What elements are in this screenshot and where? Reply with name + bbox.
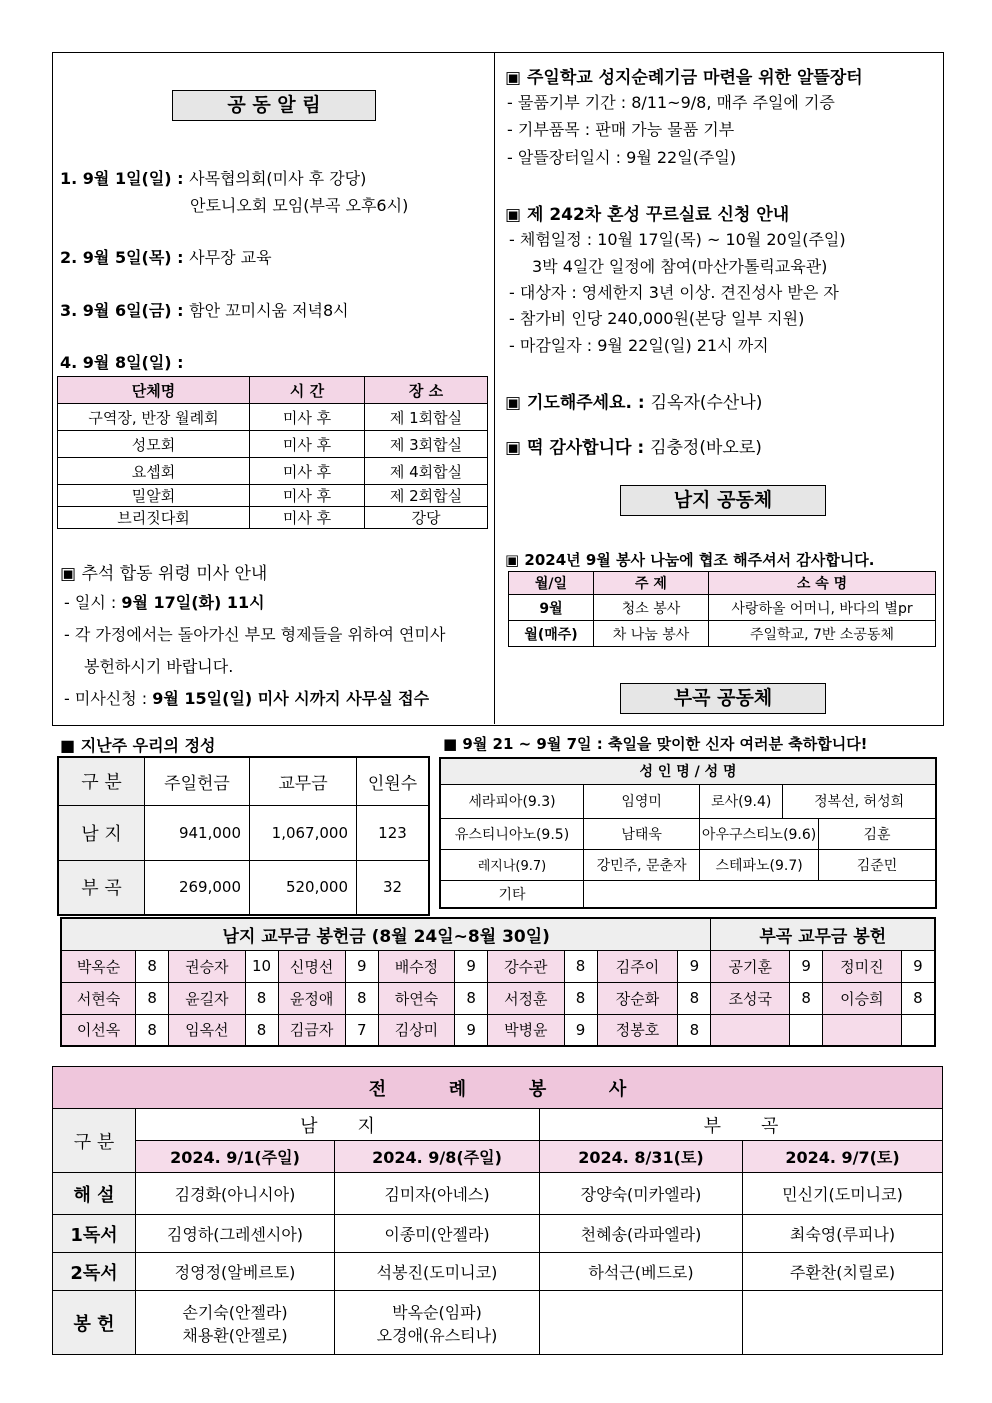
- feast-table: [439, 757, 937, 909]
- market-title: ▣ 주일학교 성지순례기금 마련을 위한 알뜰장터: [505, 68, 863, 88]
- schedule-cell: 미사 후: [250, 507, 365, 529]
- schedule-cell: 요셉회: [58, 458, 250, 485]
- dues-amount: 8: [136, 950, 169, 982]
- feast-person: 강민주, 문춘자: [584, 849, 700, 880]
- liturgy-offer-name: 채용환(안젤로): [182, 1325, 288, 1345]
- chuseok-line-2: - 각 가정에서는 돌아가신 부모 형제들을 위하여 연미사: [64, 625, 446, 644]
- liturgy-offer-cell: [136, 1291, 335, 1355]
- table-row: [53, 1291, 943, 1355]
- dues-amount: 9: [345, 950, 378, 982]
- table-row: [440, 849, 936, 880]
- pray-name: 김옥자(수산나): [650, 393, 763, 413]
- dues-namji-title: 남지 교무금 봉헌금 (8월 24일~8월 30일): [61, 918, 711, 950]
- dues-name: 공기훈: [711, 950, 790, 982]
- feast-saint: 스테파노(9.7): [700, 849, 819, 880]
- dues-name: 이선옥: [61, 1014, 136, 1046]
- schedule-header: 장 소: [365, 377, 488, 404]
- table-row: [58, 458, 488, 485]
- table-row: [53, 1253, 943, 1291]
- dues-name: [711, 1014, 790, 1046]
- schedule-cell: 제 3회합실: [365, 431, 488, 458]
- liturgy-cell: 민신기(도미니코): [743, 1173, 943, 1215]
- feast-person: 남태욱: [584, 818, 700, 849]
- schedule-table: [57, 376, 488, 529]
- feast-saint: 아우구스티노(9.6): [700, 818, 819, 849]
- dues-name: 윤정애: [278, 982, 345, 1014]
- service-cell: 사랑하올 어머니, 바다의 별pr: [709, 595, 936, 621]
- dues-amount: [790, 1014, 823, 1046]
- service-header-row: [509, 572, 936, 595]
- offering-header: 인원수: [357, 757, 430, 805]
- offering-header-row: [58, 757, 429, 805]
- liturgy-offer-cell: [335, 1291, 540, 1355]
- liturgy-cell: 김미자(아네스): [335, 1173, 540, 1215]
- item2-text: 사무장 교육: [189, 248, 272, 267]
- item1-text-b: 안토니오회 모임(부곡 오후6시): [190, 196, 409, 215]
- dues-name: 배수정: [378, 950, 454, 982]
- pray-label: ▣ 기도해주세요. :: [505, 393, 651, 413]
- table-row: [58, 404, 488, 431]
- chuseok-apply-label: - 미사신청 :: [64, 689, 153, 708]
- schedule-cell: 미사 후: [250, 458, 365, 485]
- dues-amount: 8: [790, 982, 823, 1014]
- table-row: [440, 784, 936, 818]
- dues-amount: 8: [564, 982, 597, 1014]
- offering-cell: 32: [357, 860, 430, 915]
- market-line-3: - 알뜰장터일시 : 9월 22일(주일): [507, 148, 737, 167]
- item1-text-a: 사목협의회(미사 후 강당): [189, 169, 367, 188]
- feast-saint: 유스티니아노(9.5): [440, 818, 584, 849]
- liturgy-cell: 정영정(알베르토): [136, 1253, 335, 1291]
- table-row: [58, 860, 429, 915]
- table-row: [61, 950, 935, 982]
- dues-amount: 8: [136, 982, 169, 1014]
- dues-name: 강수관: [488, 950, 564, 982]
- liturgy-date: 2024. 9/8(주일): [335, 1141, 540, 1173]
- feast-other-label: 기타: [440, 880, 584, 908]
- dues-name: 임옥선: [169, 1014, 245, 1046]
- offering-table: [57, 756, 430, 916]
- liturgy-cell: 이종미(안젤라): [335, 1215, 540, 1253]
- liturgy-cell: 장양숙(미카엘라): [540, 1173, 743, 1215]
- offering-header: 교무금: [250, 757, 357, 805]
- rice-line: [505, 433, 762, 458]
- dues-name: 김금자: [278, 1014, 345, 1046]
- feast-title: ■ 9월 21 ~ 9월 7일 : 축일을 맞이한 신자 여러분 축하합니다!: [443, 735, 868, 753]
- schedule-header-row: [58, 377, 488, 404]
- dues-name: 조성국: [711, 982, 790, 1014]
- notice-title: 공 동 알 림: [172, 90, 376, 121]
- liturgy-table: [52, 1066, 943, 1355]
- dues-amount: 9: [790, 950, 823, 982]
- table-row: [53, 1215, 943, 1253]
- table-row: [440, 818, 936, 849]
- schedule-cell: 브리짓다회: [58, 507, 250, 529]
- feast-saint: 로사(9.4): [700, 784, 783, 818]
- liturgy-cell: 천혜송(라파엘라): [540, 1215, 743, 1253]
- dues-name: 윤길자: [169, 982, 245, 1014]
- liturgy-bugok: 부 곡: [540, 1109, 943, 1141]
- cursillo-line-1: - 체험일정 : 10월 17일(목) ~ 10월 20일(주일): [509, 230, 846, 249]
- service-cell: 주일학교, 7반 소공동체: [709, 621, 936, 647]
- liturgy-offer-name: 박옥순(임파): [392, 1302, 482, 1322]
- dues-name: [823, 1014, 902, 1046]
- dues-amount: 8: [136, 1014, 169, 1046]
- service-cell: 월(매주): [509, 621, 594, 647]
- dues-table: [60, 917, 936, 1047]
- dues-name: 장순화: [597, 982, 678, 1014]
- item3-date: 3. 9월 6일(금) :: [60, 301, 190, 320]
- liturgy-cell: 최숙영(루피나): [743, 1215, 943, 1253]
- notice-item-2: [60, 245, 272, 268]
- dues-name: 권승자: [169, 950, 245, 982]
- offering-cell: 941,000: [145, 805, 250, 860]
- dues-name: 정미진: [823, 950, 902, 982]
- schedule-header: 단체명: [58, 377, 250, 404]
- service-cell: 청소 봉사: [594, 595, 709, 621]
- cursillo-line-4: - 참가비 인당 240,000원(본당 일부 지원): [509, 309, 805, 328]
- dues-name: 하연숙: [378, 982, 454, 1014]
- liturgy-offer-name: 오경애(유스티나): [376, 1325, 498, 1345]
- dues-amount: 9: [901, 950, 935, 982]
- notice-item-3: [60, 298, 349, 321]
- dues-amount: [901, 1014, 935, 1046]
- liturgy-offer-name: 손기숙(안젤라): [182, 1302, 288, 1322]
- feast-saint: 레지나(9.7): [440, 849, 584, 880]
- offering-row-label: 남 지: [58, 805, 145, 860]
- offering-header: 주일헌금: [145, 757, 250, 805]
- dues-name: 박옥순: [61, 950, 136, 982]
- market-line-1: - 물품기부 기간 : 8/11~9/8, 매주 주일에 기증: [507, 93, 835, 112]
- chuseok-line-3: 봉헌하시기 바랍니다.: [84, 657, 234, 676]
- item1-date: 1. 9월 1일(일) :: [60, 169, 190, 188]
- schedule-cell: 미사 후: [250, 485, 365, 507]
- schedule-cell: 제 2회합실: [365, 485, 488, 507]
- cursillo-line-2: 3박 4일간 일정에 참여(마산가톨릭교육관): [532, 257, 828, 276]
- feast-header: 성 인 명 / 성 명: [440, 758, 936, 784]
- liturgy-namji: 남 지: [136, 1109, 540, 1141]
- schedule-cell: 미사 후: [250, 431, 365, 458]
- dues-name: 신명선: [278, 950, 345, 982]
- column-divider: [494, 52, 495, 724]
- liturgy-group-row: [53, 1109, 943, 1141]
- pray-line: [505, 388, 762, 413]
- notice-item-4: 4. 9월 8일(일) :: [60, 353, 184, 372]
- bugok-community-title: 부곡 공동체: [620, 683, 826, 714]
- liturgy-cell: 하석근(베드로): [540, 1253, 743, 1291]
- feast-person: 정복선, 허성희: [783, 784, 936, 818]
- service-table: [508, 571, 936, 647]
- service-thanks-title: ▣ 2024년 9월 봉사 나눔에 협조 해주셔서 감사합니다.: [505, 551, 875, 569]
- liturgy-date: 2024. 8/31(토): [540, 1141, 743, 1173]
- schedule-cell: 구역장, 반장 월례회: [58, 404, 250, 431]
- service-header: 소 속 명: [709, 572, 936, 595]
- dues-name: 박병윤: [488, 1014, 564, 1046]
- rice-name: 김충정(바오로): [650, 438, 762, 458]
- dues-amount: 10: [245, 950, 278, 982]
- offering-cell: 123: [357, 805, 430, 860]
- table-row: [58, 485, 488, 507]
- table-row: [509, 621, 936, 647]
- service-header: 주 제: [594, 572, 709, 595]
- dues-name: 서현숙: [61, 982, 136, 1014]
- dues-amount: 7: [345, 1014, 378, 1046]
- liturgy-title-row: [53, 1067, 943, 1109]
- liturgy-role: 봉 헌: [53, 1291, 136, 1355]
- offering-cell: 1,067,000: [250, 805, 357, 860]
- feast-header-row: [440, 758, 936, 784]
- item2-date: 2. 9월 5일(목) :: [60, 248, 190, 267]
- schedule-cell: 제 4회합실: [365, 458, 488, 485]
- liturgy-date: 2024. 9/1(주일): [136, 1141, 335, 1173]
- liturgy-cell: 김경화(아니시아): [136, 1173, 335, 1215]
- cursillo-line-5: - 마감일자 : 9월 22일(일) 21시 까지: [509, 336, 769, 355]
- liturgy-cell: 김영하(그레센시아): [136, 1215, 335, 1253]
- dues-amount: 8: [564, 950, 597, 982]
- dues-amount: 8: [245, 982, 278, 1014]
- dues-amount: 9: [455, 950, 488, 982]
- dues-bugok-title: 부곡 교무금 봉헌: [711, 918, 935, 950]
- dues-name: 이승희: [823, 982, 902, 1014]
- namji-community-title: 남지 공동체: [620, 485, 826, 516]
- liturgy-cell: 주환찬(치릴로): [743, 1253, 943, 1291]
- table-row: [61, 1014, 935, 1046]
- table-row: [509, 595, 936, 621]
- feast-person: 임영미: [584, 784, 700, 818]
- liturgy-title: 전 례 봉 사: [53, 1067, 943, 1109]
- chuseok-apply: 9월 15일(일) 미사 시까지 사무실 접수: [152, 689, 430, 708]
- liturgy-role: 2독서: [53, 1253, 136, 1291]
- service-cell: 차 나눔 봉사: [594, 621, 709, 647]
- item3-text: 함안 꼬미시움 저녁8시: [189, 301, 349, 320]
- offering-row-label: 부 곡: [58, 860, 145, 915]
- chuseok-line-1: [64, 590, 265, 613]
- dues-name: 김상미: [378, 1014, 454, 1046]
- notice-item-1: [60, 166, 366, 189]
- schedule-cell: 제 1회합실: [365, 404, 488, 431]
- schedule-cell: 밀알회: [58, 485, 250, 507]
- market-line-2: - 기부품목 : 판매 가능 물품 기부: [507, 120, 735, 139]
- schedule-header: 시 간: [250, 377, 365, 404]
- cursillo-title: ▣ 제 242차 혼성 꾸르실료 신청 안내: [505, 205, 790, 225]
- liturgy-date: 2024. 9/7(토): [743, 1141, 943, 1173]
- offering-cell: 520,000: [250, 860, 357, 915]
- dues-name: 정봉호: [597, 1014, 678, 1046]
- feast-person: 김준민: [819, 849, 937, 880]
- table-row: [58, 431, 488, 458]
- service-header: 월/일: [509, 572, 594, 595]
- offering-header: 구 분: [58, 757, 145, 805]
- liturgy-role: 해 설: [53, 1173, 136, 1215]
- liturgy-cell: 석봉진(도미니코): [335, 1253, 540, 1291]
- chuseok-line-4: [64, 686, 429, 709]
- dues-amount: 8: [678, 982, 711, 1014]
- dues-amount: 8: [455, 982, 488, 1014]
- dues-name: 김주이: [597, 950, 678, 982]
- dues-amount: 9: [455, 1014, 488, 1046]
- liturgy-role: 1독서: [53, 1215, 136, 1253]
- table-row: [53, 1173, 943, 1215]
- dues-name: 서정훈: [488, 982, 564, 1014]
- schedule-cell: 강당: [365, 507, 488, 529]
- chuseok-when: 9월 17일(화) 11시: [121, 593, 265, 612]
- dues-amount: 8: [345, 982, 378, 1014]
- offering-cell: 269,000: [145, 860, 250, 915]
- table-row: [61, 982, 935, 1014]
- feast-saint: 세라피아(9.3): [440, 784, 584, 818]
- schedule-cell: 미사 후: [250, 404, 365, 431]
- dues-amount: 8: [678, 1014, 711, 1046]
- chuseok-when-label: - 일시 :: [64, 593, 122, 612]
- dues-amount: 9: [678, 950, 711, 982]
- offering-title: ■ 지난주 우리의 정성: [60, 736, 216, 755]
- cursillo-line-3: - 대상자 : 영세한지 3년 이상. 견진성사 받은 자: [509, 283, 839, 302]
- table-row: [58, 805, 429, 860]
- schedule-cell: 성모회: [58, 431, 250, 458]
- dues-header-row: [61, 918, 935, 950]
- liturgy-offer-cell: [540, 1291, 743, 1355]
- table-row: [58, 507, 488, 529]
- liturgy-gubun: 구 분: [53, 1109, 136, 1173]
- liturgy-date-row: [53, 1141, 943, 1173]
- dues-amount: 8: [901, 982, 935, 1014]
- table-row: [440, 880, 936, 908]
- chuseok-title: ▣ 추석 합동 위령 미사 안내: [60, 564, 268, 584]
- feast-person: 김훈: [819, 818, 937, 849]
- feast-other-value: [584, 880, 937, 908]
- dues-amount: 9: [564, 1014, 597, 1046]
- dues-amount: 8: [245, 1014, 278, 1046]
- rice-label: ▣ 떡 감사합니다 :: [505, 438, 651, 458]
- liturgy-offer-cell: [743, 1291, 943, 1355]
- service-cell: 9월: [509, 595, 594, 621]
